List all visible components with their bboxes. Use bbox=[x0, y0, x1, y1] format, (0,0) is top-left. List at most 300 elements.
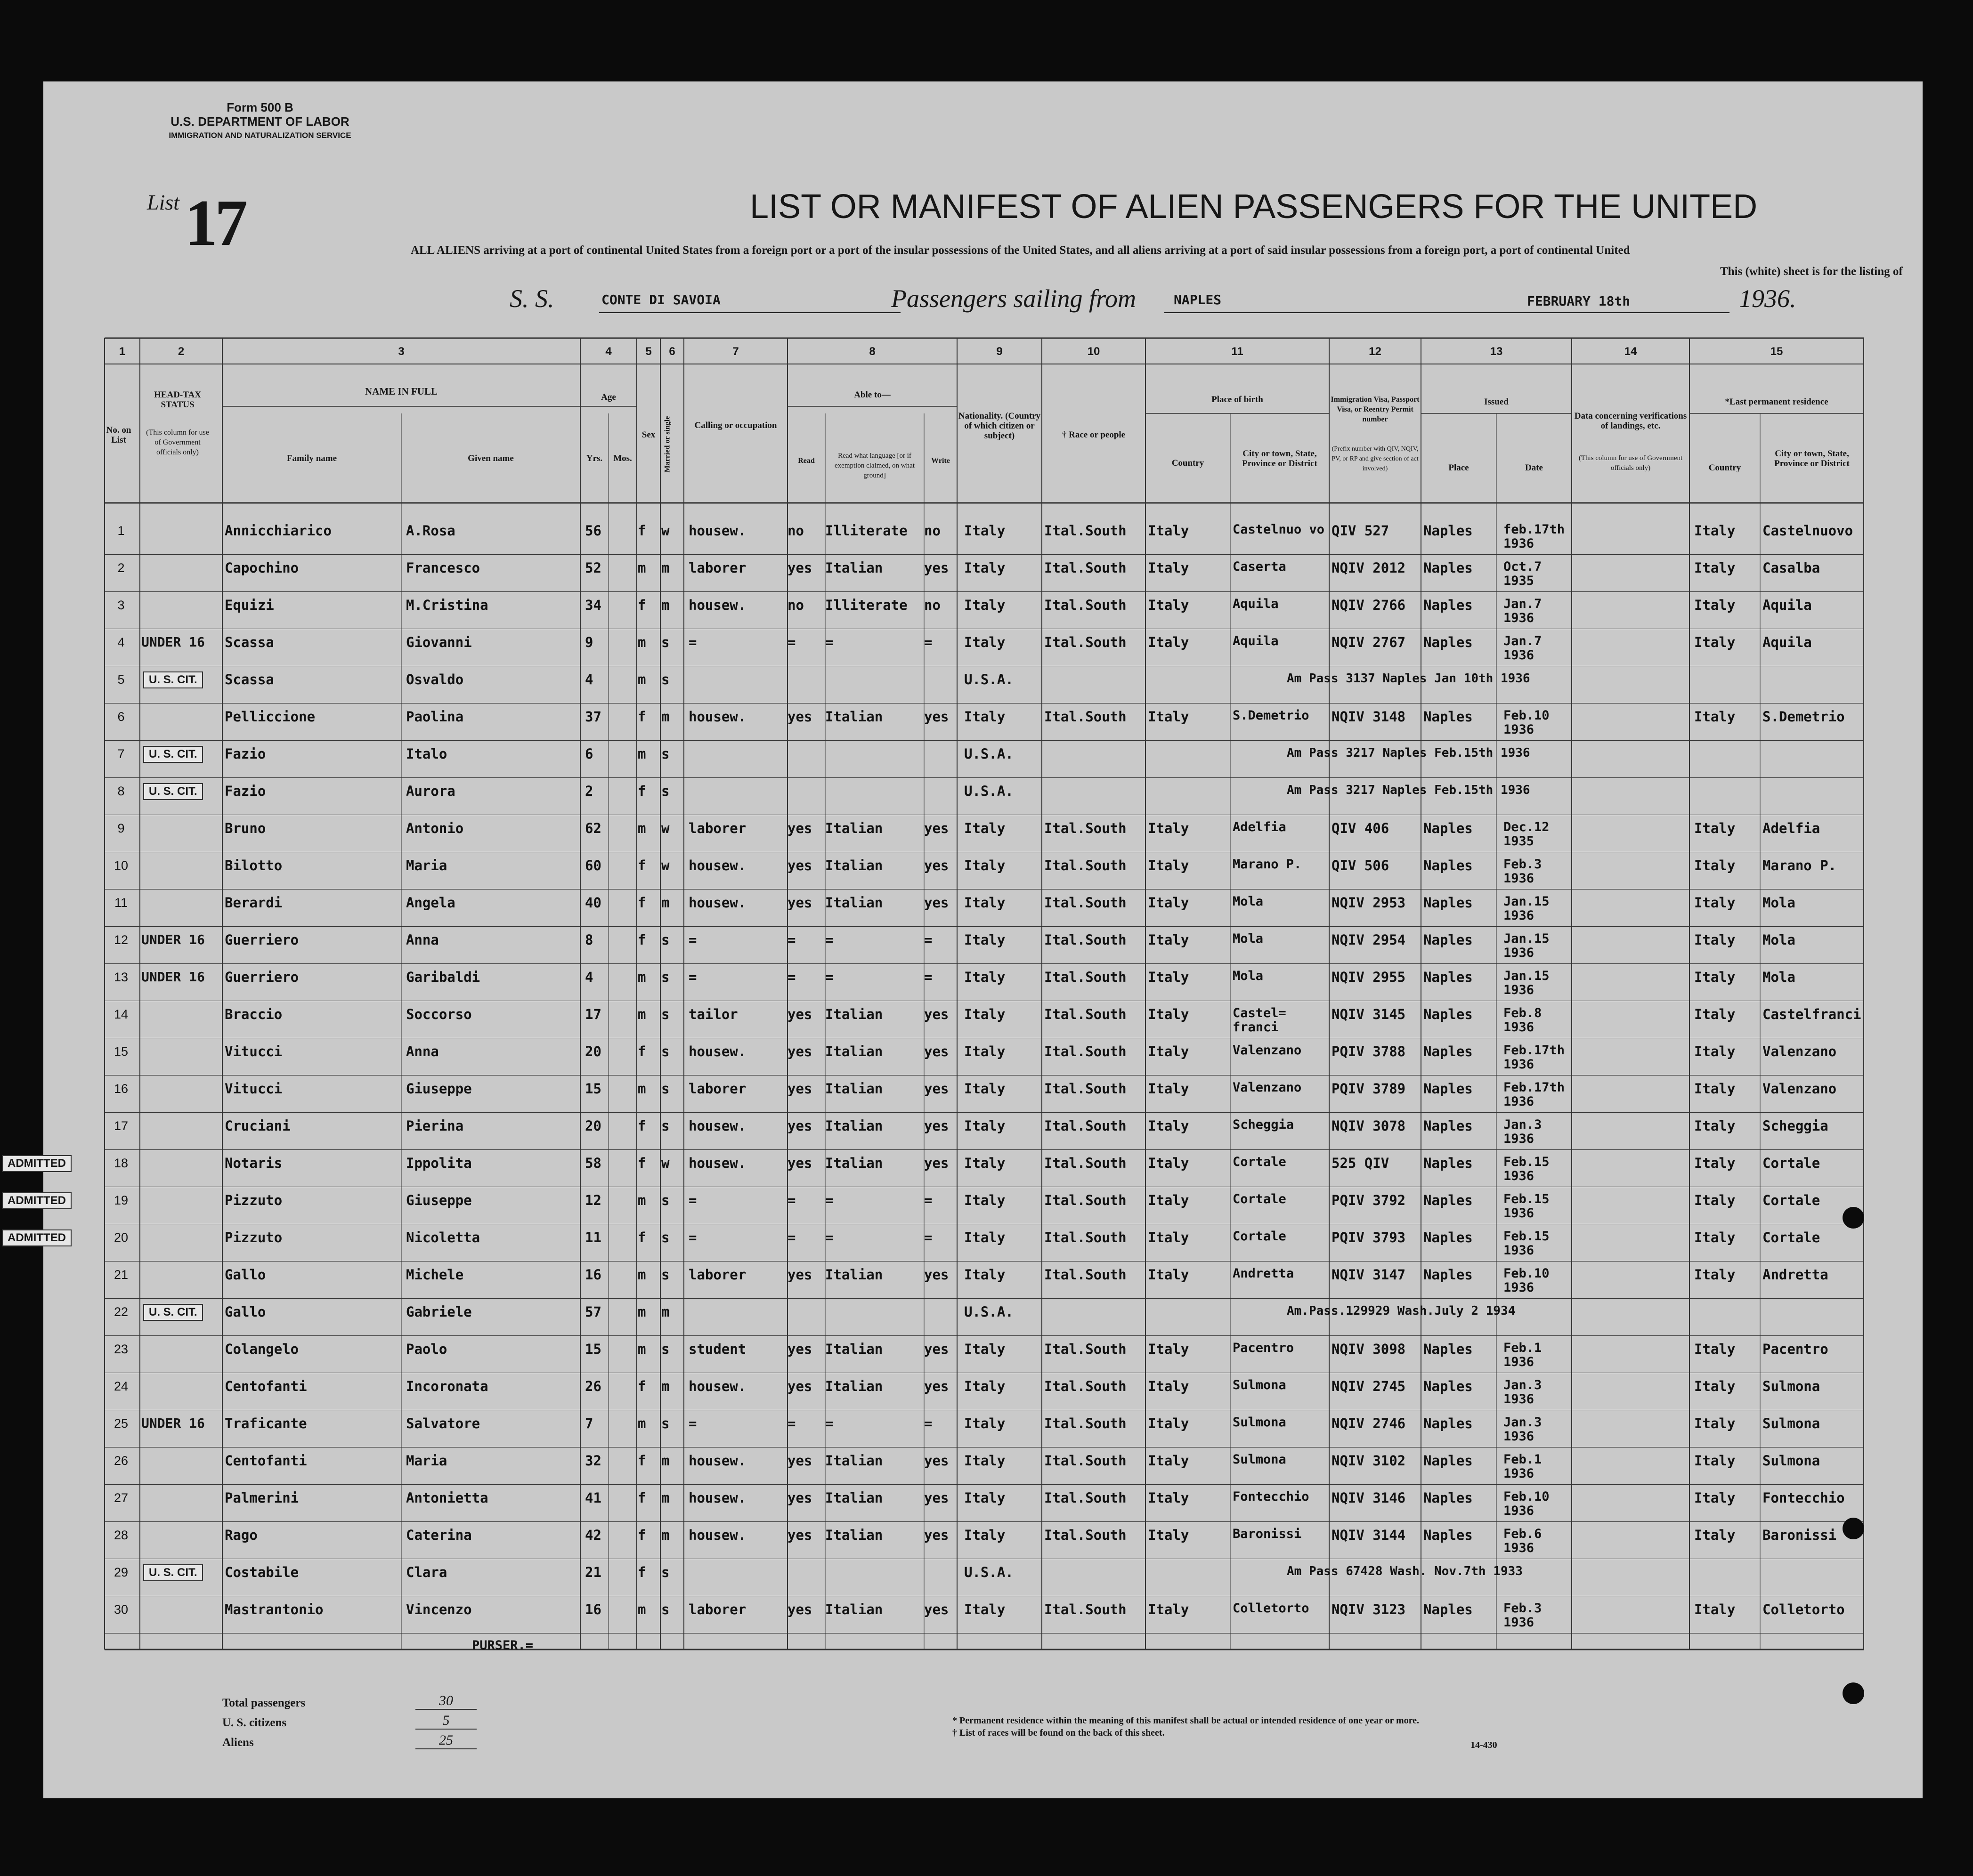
marital-status: s bbox=[661, 1564, 670, 1580]
header-read-language: Read what language [or if exemption claimed, on what ground] bbox=[835, 452, 915, 479]
header-headtax: HEAD-TAX STATUS bbox=[154, 390, 201, 410]
age-years: 4 bbox=[585, 969, 593, 985]
row-number: 2 bbox=[117, 561, 125, 575]
residence-city: Sulmona bbox=[1762, 1378, 1820, 1394]
given-name: Pierina bbox=[406, 1118, 464, 1134]
marital-status: w bbox=[661, 857, 670, 873]
family-name: Braccio bbox=[225, 1006, 283, 1022]
residence-city: Fontecchio bbox=[1762, 1490, 1845, 1506]
visa-number: Am Pass 67428 Wash. Nov.7th 1933 bbox=[1287, 1564, 1523, 1578]
can-write: no bbox=[924, 523, 941, 539]
column-number-6: 6 bbox=[669, 345, 675, 358]
family-name: Guerriero bbox=[225, 932, 299, 948]
row-number: 15 bbox=[114, 1044, 129, 1059]
row-number: 19 bbox=[114, 1193, 129, 1207]
nationality: U.S.A. bbox=[964, 1304, 1014, 1320]
age-years: 32 bbox=[585, 1453, 601, 1469]
can-read: = bbox=[788, 932, 796, 948]
sex: f bbox=[638, 523, 646, 539]
marital-status: w bbox=[661, 820, 670, 836]
age-years: 17 bbox=[585, 1006, 601, 1022]
occupation: housew. bbox=[689, 895, 747, 911]
read-language: = bbox=[825, 1192, 834, 1208]
headtax-status: UNDER 16 bbox=[141, 932, 205, 947]
sex: m bbox=[638, 560, 646, 576]
age-years: 56 bbox=[585, 523, 601, 539]
read-language: Italian bbox=[825, 1155, 883, 1171]
residence-city: Adelfia bbox=[1762, 820, 1820, 836]
issued-date: Jan.15 1936 bbox=[1503, 894, 1550, 923]
occupation: = bbox=[689, 1415, 697, 1431]
age-years: 20 bbox=[585, 1118, 601, 1134]
row-number: 21 bbox=[114, 1268, 129, 1282]
column-number-2: 2 bbox=[178, 345, 185, 358]
can-read: yes bbox=[788, 1453, 812, 1469]
birth-city: Mola bbox=[1233, 931, 1264, 946]
given-name: Ippolita bbox=[406, 1155, 472, 1171]
visa-number: NQIV 3147 bbox=[1332, 1267, 1406, 1283]
age-years: 42 bbox=[585, 1527, 601, 1543]
residence-city: Castelfranci bbox=[1762, 1006, 1861, 1022]
can-read: yes bbox=[788, 1267, 812, 1283]
visa-number: PQIV 3789 bbox=[1332, 1081, 1406, 1097]
family-name: Pelliccione bbox=[225, 709, 316, 725]
can-write: yes bbox=[924, 1378, 949, 1394]
given-name: Soccorso bbox=[406, 1006, 472, 1022]
can-read: yes bbox=[788, 1527, 812, 1543]
issued-date: Feb.8 1936 bbox=[1503, 1006, 1542, 1035]
race: Ital.South bbox=[1044, 1415, 1127, 1431]
race: Ital.South bbox=[1044, 1043, 1127, 1059]
race: Ital.South bbox=[1044, 560, 1127, 576]
us-citizens-value: 5 bbox=[415, 1713, 477, 1730]
age-years: 60 bbox=[585, 857, 601, 873]
age-years: 4 bbox=[585, 671, 593, 687]
occupation: laborer bbox=[689, 1601, 747, 1617]
age-years: 52 bbox=[585, 560, 601, 576]
issued-date: Jan.7 1936 bbox=[1503, 634, 1542, 663]
residence-city: Mola bbox=[1762, 932, 1795, 948]
age-years: 16 bbox=[585, 1267, 601, 1283]
given-name: Salvatore bbox=[406, 1415, 480, 1431]
family-name: Centofanti bbox=[225, 1453, 307, 1469]
us-citizens-label: U. S. citizens bbox=[222, 1716, 287, 1729]
aliens-value: 25 bbox=[415, 1732, 477, 1749]
family-name: Pizzuto bbox=[225, 1192, 283, 1208]
row-number: 10 bbox=[114, 858, 129, 873]
occupation: = bbox=[689, 932, 697, 948]
column-number-12: 12 bbox=[1369, 345, 1381, 358]
row-number: 11 bbox=[114, 896, 128, 910]
birth-city: Valenzano bbox=[1233, 1043, 1302, 1058]
race: Ital.South bbox=[1044, 523, 1127, 539]
family-name: Fazio bbox=[225, 783, 266, 799]
race: Ital.South bbox=[1044, 1118, 1127, 1134]
visa-number: NQIV 3144 bbox=[1332, 1527, 1406, 1543]
header-birth-country: Country bbox=[1171, 458, 1204, 468]
issued-place: Naples bbox=[1423, 1192, 1473, 1208]
total-passengers-label: Total passengers bbox=[222, 1697, 306, 1709]
family-name: Vitucci bbox=[225, 1043, 283, 1059]
header-issued: Issued bbox=[1484, 397, 1509, 407]
sex: m bbox=[638, 746, 646, 762]
can-read: yes bbox=[788, 709, 812, 725]
visa-number: NQIV 2767 bbox=[1332, 634, 1406, 650]
issued-place: Naples bbox=[1423, 969, 1473, 985]
age-years: 15 bbox=[585, 1081, 601, 1097]
punch-hole bbox=[1843, 1682, 1864, 1704]
given-name: Michele bbox=[406, 1267, 464, 1283]
birth-country: Italy bbox=[1148, 895, 1189, 911]
marital-status: s bbox=[661, 969, 670, 985]
family-name: Bilotto bbox=[225, 857, 283, 873]
issued-date: Feb.1 1936 bbox=[1503, 1341, 1542, 1369]
subtitle-sheet-note: This (white) sheet is for the listing of bbox=[1720, 265, 1903, 278]
residence-country: Italy bbox=[1694, 1081, 1736, 1097]
given-name: A.Rosa bbox=[406, 523, 455, 539]
given-name: M.Cristina bbox=[406, 597, 488, 613]
can-write: = bbox=[924, 634, 933, 650]
header-landings: Data concerning verifications of landings, etc. bbox=[1574, 411, 1687, 431]
residence-city: S.Demetrio bbox=[1762, 709, 1845, 725]
birth-city: Pacentro bbox=[1233, 1341, 1294, 1355]
residence-city: Aquila bbox=[1762, 597, 1812, 613]
occupation: housew. bbox=[689, 1043, 747, 1059]
given-name: Anna bbox=[406, 932, 439, 948]
issued-place: Naples bbox=[1423, 1415, 1473, 1431]
marital-status: m bbox=[661, 1527, 670, 1543]
age-years: 15 bbox=[585, 1341, 601, 1357]
can-read: = bbox=[788, 1192, 796, 1208]
birth-country: Italy bbox=[1148, 1192, 1189, 1208]
issued-place: Naples bbox=[1423, 1378, 1473, 1394]
can-read: = bbox=[788, 634, 796, 650]
birth-country: Italy bbox=[1148, 820, 1189, 836]
age-years: 9 bbox=[585, 634, 593, 650]
header-residence-country: Country bbox=[1708, 463, 1741, 473]
issued-date: Feb.1 1936 bbox=[1503, 1452, 1542, 1481]
race: Ital.South bbox=[1044, 1006, 1127, 1022]
headtax-status: U. S. CIT. bbox=[143, 783, 203, 800]
age-years: 26 bbox=[585, 1378, 601, 1394]
birth-country: Italy bbox=[1148, 1341, 1189, 1357]
family-name: Centofanti bbox=[225, 1378, 307, 1394]
given-name: Aurora bbox=[406, 783, 455, 799]
family-name: Annicchiarico bbox=[225, 523, 332, 539]
marital-status: m bbox=[661, 1378, 670, 1394]
row-number: 14 bbox=[114, 1007, 129, 1021]
issued-date: Feb.10 1936 bbox=[1503, 1266, 1550, 1295]
row-number: 17 bbox=[114, 1119, 129, 1133]
visa-number: NQIV 2954 bbox=[1332, 932, 1406, 948]
age-years: 12 bbox=[585, 1192, 601, 1208]
residence-country: Italy bbox=[1694, 820, 1736, 836]
family-name: Scassa bbox=[225, 671, 274, 687]
read-language: Italian bbox=[825, 1267, 883, 1283]
sailing-label: Passengers sailing from bbox=[891, 284, 1137, 313]
residence-country: Italy bbox=[1694, 969, 1736, 985]
race: Ital.South bbox=[1044, 1267, 1127, 1283]
family-name: Gallo bbox=[225, 1304, 266, 1320]
issued-place: Naples bbox=[1423, 857, 1473, 873]
can-write: yes bbox=[924, 1081, 949, 1097]
issued-date: Jan.7 1936 bbox=[1503, 597, 1542, 625]
issued-date: Feb.17th 1936 bbox=[1503, 1043, 1565, 1072]
age-years: 40 bbox=[585, 895, 601, 911]
visa-number: 525 QIV bbox=[1332, 1155, 1389, 1171]
birth-country: Italy bbox=[1148, 1155, 1189, 1171]
manifest-sheet bbox=[8, 81, 1923, 1798]
can-write: yes bbox=[924, 1601, 949, 1617]
marital-status: m bbox=[661, 709, 670, 725]
issued-place: Naples bbox=[1423, 1043, 1473, 1059]
can-write: yes bbox=[924, 1490, 949, 1506]
given-name: Maria bbox=[406, 857, 447, 873]
given-name: Vincenzo bbox=[406, 1601, 472, 1617]
visa-number: Am Pass 3137 Naples Jan 10th 1936 bbox=[1287, 671, 1530, 686]
issued-date: Feb.10 1936 bbox=[1503, 1489, 1550, 1518]
visa-number: NQIV 3148 bbox=[1332, 709, 1406, 725]
can-read: yes bbox=[788, 1006, 812, 1022]
subtitle: ALL ALIENS arriving at a port of continental United States from a foreign port or a port of the insular possessions of the United States, and all aliens arriving at a port of said insular possessions from a foreign port, a port of continental United bbox=[411, 244, 1630, 257]
issued-place: Naples bbox=[1423, 597, 1473, 613]
marital-status: w bbox=[661, 1155, 670, 1171]
birth-country: Italy bbox=[1148, 1229, 1189, 1245]
header-place-of-birth: Place of birth bbox=[1211, 395, 1263, 404]
age-years: 2 bbox=[585, 783, 593, 799]
race: Ital.South bbox=[1044, 1229, 1127, 1245]
birth-country: Italy bbox=[1148, 932, 1189, 948]
residence-country: Italy bbox=[1694, 560, 1736, 576]
birth-country: Italy bbox=[1148, 1527, 1189, 1543]
residence-country: Italy bbox=[1694, 1453, 1736, 1469]
birth-country: Italy bbox=[1148, 1415, 1189, 1431]
sailing-year: 1936. bbox=[1739, 284, 1796, 313]
birth-city: Sulmona bbox=[1233, 1415, 1286, 1430]
age-years: 62 bbox=[585, 820, 601, 836]
row-number: 4 bbox=[117, 635, 125, 649]
marital-status: s bbox=[661, 932, 670, 948]
nationality: Italy bbox=[964, 1118, 1006, 1134]
residence-city: Colletorto bbox=[1762, 1601, 1845, 1617]
issued-place: Naples bbox=[1423, 1527, 1473, 1543]
row-number: 7 bbox=[117, 747, 125, 761]
birth-country: Italy bbox=[1148, 969, 1189, 985]
visa-number: NQIV 3098 bbox=[1332, 1341, 1406, 1357]
family-name: Costabile bbox=[225, 1564, 299, 1580]
occupation: housew. bbox=[689, 709, 747, 725]
sex: m bbox=[638, 1601, 646, 1617]
residence-country: Italy bbox=[1694, 1192, 1736, 1208]
issued-place: Naples bbox=[1423, 709, 1473, 725]
column-number-7: 7 bbox=[732, 345, 739, 358]
sex: f bbox=[638, 1527, 646, 1543]
sex: f bbox=[638, 1453, 646, 1469]
family-name: Mastrantonio bbox=[225, 1601, 324, 1617]
can-read: yes bbox=[788, 1601, 812, 1617]
issued-date: Feb.3 1936 bbox=[1503, 857, 1542, 886]
race: Ital.South bbox=[1044, 634, 1127, 650]
can-write: = bbox=[924, 1192, 933, 1208]
birth-city: Castelnuo vo bbox=[1233, 522, 1325, 537]
race: Ital.South bbox=[1044, 597, 1127, 613]
nationality: Italy bbox=[964, 1229, 1006, 1245]
given-name: Antonietta bbox=[406, 1490, 488, 1506]
residence-country: Italy bbox=[1694, 1043, 1736, 1059]
header-sex: Sex bbox=[641, 430, 656, 440]
nationality: Italy bbox=[964, 1341, 1006, 1357]
issued-place: Naples bbox=[1423, 634, 1473, 650]
residence-country: Italy bbox=[1694, 1155, 1736, 1171]
birth-country: Italy bbox=[1148, 1006, 1189, 1022]
header-nationality: Nationality. (Country of which citizen or subject) bbox=[958, 411, 1041, 441]
issued-date: Feb.15 1936 bbox=[1503, 1155, 1550, 1183]
sex: m bbox=[638, 1341, 646, 1357]
visa-number: NQIV 2766 bbox=[1332, 597, 1406, 613]
residence-city: Castelnuovo bbox=[1762, 523, 1853, 539]
residence-country: Italy bbox=[1694, 1229, 1736, 1245]
family-name: Equizi bbox=[225, 597, 274, 613]
header-no: No. on List bbox=[106, 425, 131, 445]
marital-status: s bbox=[661, 1043, 670, 1059]
given-name: Paolina bbox=[406, 709, 464, 725]
nationality: Italy bbox=[964, 1192, 1006, 1208]
occupation: = bbox=[689, 1192, 697, 1208]
residence-city: Sulmona bbox=[1762, 1415, 1820, 1431]
column-number-5: 5 bbox=[645, 345, 652, 358]
residence-city: Aquila bbox=[1762, 634, 1812, 650]
can-write: yes bbox=[924, 895, 949, 911]
can-read: yes bbox=[788, 1378, 812, 1394]
form-identifier bbox=[152, 100, 368, 143]
issued-place: Naples bbox=[1423, 1229, 1473, 1245]
residence-country: Italy bbox=[1694, 1490, 1736, 1506]
can-read: yes bbox=[788, 895, 812, 911]
birth-country: Italy bbox=[1148, 1043, 1189, 1059]
marital-status: m bbox=[661, 597, 670, 613]
given-name: Garibaldi bbox=[406, 969, 480, 985]
marital-status: s bbox=[661, 1006, 670, 1022]
issued-date: Feb.10 1936 bbox=[1503, 708, 1550, 737]
row-number: 6 bbox=[117, 710, 125, 724]
marital-status: s bbox=[661, 634, 670, 650]
header-age: Age bbox=[601, 392, 616, 402]
read-language: Illiterate bbox=[825, 597, 908, 613]
can-read: = bbox=[788, 1415, 796, 1431]
punch-hole bbox=[1843, 1207, 1864, 1229]
headtax-status: ADMITTED bbox=[2, 1192, 72, 1209]
marital-status: m bbox=[661, 560, 670, 576]
ship-label: S. S. bbox=[510, 284, 554, 313]
column-number-3: 3 bbox=[398, 345, 405, 358]
visa-number: PQIV 3793 bbox=[1332, 1229, 1406, 1245]
header-race: † Race or people bbox=[1062, 430, 1126, 440]
footnote-residence: * Permanent residence within the meaning of this manifest shall be actual or intended residence of one year or more. bbox=[952, 1715, 1420, 1726]
family-name: Palmerini bbox=[225, 1490, 299, 1506]
nationality: Italy bbox=[964, 1527, 1006, 1543]
date-underline bbox=[1522, 312, 1729, 313]
race: Ital.South bbox=[1044, 1453, 1127, 1469]
residence-city: Andretta bbox=[1762, 1267, 1828, 1283]
race: Ital.South bbox=[1044, 1601, 1127, 1617]
read-language: Italian bbox=[825, 1378, 883, 1394]
can-write: yes bbox=[924, 709, 949, 725]
column-number-13: 13 bbox=[1490, 345, 1503, 358]
sex: m bbox=[638, 1267, 646, 1283]
row-number: 12 bbox=[114, 933, 129, 947]
marital-status: m bbox=[661, 1304, 670, 1320]
header-residence-city: City or town, State, Province or District bbox=[1774, 449, 1850, 469]
can-read: no bbox=[788, 523, 804, 539]
birth-country: Italy bbox=[1148, 634, 1189, 650]
race: Ital.South bbox=[1044, 709, 1127, 725]
age-years: 34 bbox=[585, 597, 601, 613]
race: Ital.South bbox=[1044, 895, 1127, 911]
residence-country: Italy bbox=[1694, 1601, 1736, 1617]
header-mos: Mos. bbox=[613, 453, 632, 463]
row-number: 24 bbox=[114, 1379, 129, 1393]
occupation: laborer bbox=[689, 1081, 747, 1097]
headtax-status: ADMITTED bbox=[2, 1155, 72, 1172]
row-number: 1 bbox=[117, 524, 125, 538]
age-years: 21 bbox=[585, 1564, 601, 1580]
given-name: Caterina bbox=[406, 1527, 472, 1543]
marital-status: s bbox=[661, 746, 670, 762]
marital-status: m bbox=[661, 1490, 670, 1506]
issued-place: Naples bbox=[1423, 1601, 1473, 1617]
visa-number: QIV 527 bbox=[1332, 523, 1389, 539]
read-language: Italian bbox=[825, 1601, 883, 1617]
issued-date: Jan.15 1936 bbox=[1503, 969, 1550, 997]
nationality: U.S.A. bbox=[964, 746, 1014, 762]
birth-city: Andretta bbox=[1233, 1266, 1294, 1281]
header-birth-city: City or town, State, Province or District bbox=[1242, 449, 1317, 469]
footnote-code: 14-430 bbox=[1470, 1740, 1497, 1750]
header-landings-note: (This column for use of Government officials only) bbox=[1578, 454, 1683, 472]
marital-status: s bbox=[661, 1601, 670, 1617]
can-read: yes bbox=[788, 1490, 812, 1506]
read-language: = bbox=[825, 969, 834, 985]
row-number: 26 bbox=[114, 1454, 129, 1468]
family-name: Fazio bbox=[225, 746, 266, 762]
nationality: Italy bbox=[964, 1601, 1006, 1617]
marital-status: s bbox=[661, 1118, 670, 1134]
can-write: yes bbox=[924, 1341, 949, 1357]
nationality: Italy bbox=[964, 1415, 1006, 1431]
visa-number: PQIV 3788 bbox=[1332, 1043, 1406, 1059]
race: Ital.South bbox=[1044, 1378, 1127, 1394]
issued-date: Jan.3 1936 bbox=[1503, 1378, 1542, 1407]
family-name: Capochino bbox=[225, 560, 299, 576]
visa-number: NQIV 2955 bbox=[1332, 969, 1406, 985]
can-write: yes bbox=[924, 1267, 949, 1283]
visa-number: NQIV 2012 bbox=[1332, 560, 1406, 576]
nationality: Italy bbox=[964, 1081, 1006, 1097]
marital-status: m bbox=[661, 1453, 670, 1469]
row-number: 27 bbox=[114, 1491, 129, 1505]
visa-number: QIV 406 bbox=[1332, 820, 1389, 836]
can-write: yes bbox=[924, 1527, 949, 1543]
row-number: 20 bbox=[114, 1230, 129, 1245]
given-name: Francesco bbox=[406, 560, 480, 576]
issued-date: Feb.15 1936 bbox=[1503, 1192, 1550, 1221]
sex: f bbox=[638, 857, 646, 873]
marital-status: s bbox=[661, 1415, 670, 1431]
nationality: Italy bbox=[964, 1378, 1006, 1394]
given-name: Paolo bbox=[406, 1341, 447, 1357]
can-write: yes bbox=[924, 1006, 949, 1022]
issued-date: Jan.3 1936 bbox=[1503, 1415, 1542, 1444]
